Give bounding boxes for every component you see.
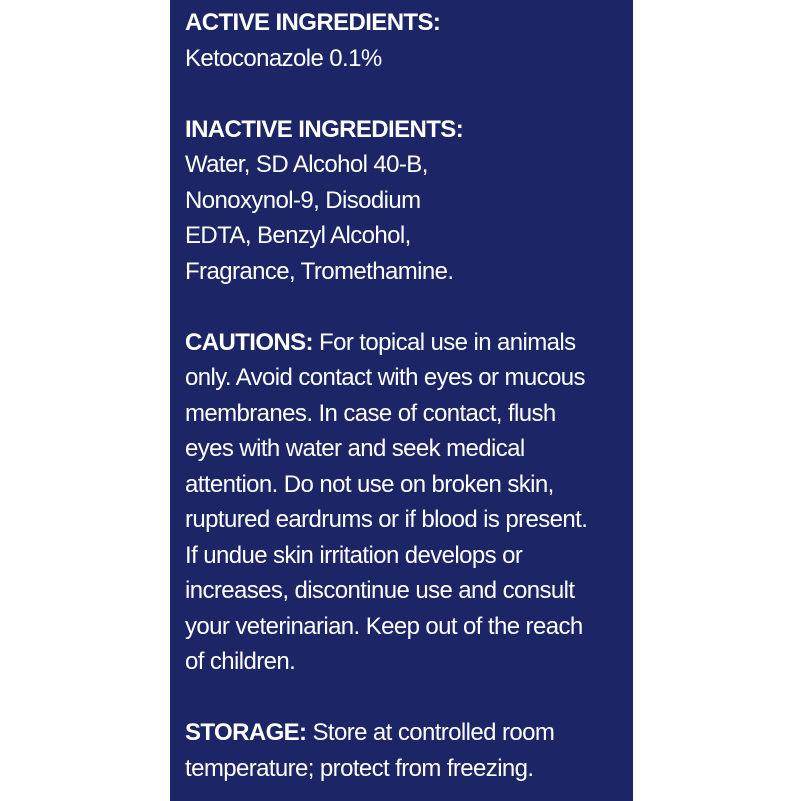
inactive-ingredients-heading: INACTIVE INGREDIENTS: bbox=[185, 115, 464, 143]
storage-first-line-text: Store at controlled room bbox=[306, 719, 555, 746]
storage-first-line bbox=[185, 715, 623, 751]
inactive-ingredients-line: Fragrance, Tromethamine. bbox=[185, 257, 454, 285]
active-ingredient-line: Ketoconazole 0.1% bbox=[185, 44, 382, 72]
cautions-line: your veterinarian. Keep out of the reach bbox=[185, 612, 583, 640]
active-ingredients-heading: ACTIVE INGREDIENTS: bbox=[185, 9, 441, 36]
cautions-line: eyes with water and seek medical bbox=[185, 435, 525, 462]
cautions-line: only. Avoid contact with eyes or mucous bbox=[185, 364, 585, 391]
storage-section bbox=[185, 715, 623, 786]
active-ingredients-section bbox=[185, 5, 623, 76]
cautions-line: membranes. In case of contact, flush bbox=[185, 399, 556, 427]
product-label-panel bbox=[170, 0, 633, 801]
cautions-section bbox=[185, 325, 623, 680]
cautions-first-line-text: For topical use in animals bbox=[312, 328, 576, 356]
cautions-line: If undue skin irritation develops or bbox=[185, 541, 523, 569]
cautions-line: ruptured eardrums or if blood is present. bbox=[185, 506, 588, 533]
inactive-ingredients-line: Nonoxynol-9, Disodium bbox=[185, 186, 421, 214]
cautions-heading: CAUTIONS: bbox=[185, 328, 313, 356]
inactive-ingredients-line: Water, SD Alcohol 40-B, bbox=[185, 151, 428, 178]
cautions-line: increases, discontinue use and consult bbox=[185, 577, 575, 604]
cautions-first-line bbox=[185, 325, 623, 361]
inactive-ingredients-section bbox=[185, 112, 623, 290]
storage-line: temperature; protect from freezing. bbox=[185, 754, 534, 782]
cautions-line: attention. Do not use on broken skin, bbox=[185, 470, 554, 498]
inactive-ingredients-line: EDTA, Benzyl Alcohol, bbox=[185, 222, 411, 249]
storage-heading: STORAGE: bbox=[185, 719, 307, 746]
cautions-line: of children. bbox=[185, 648, 296, 675]
